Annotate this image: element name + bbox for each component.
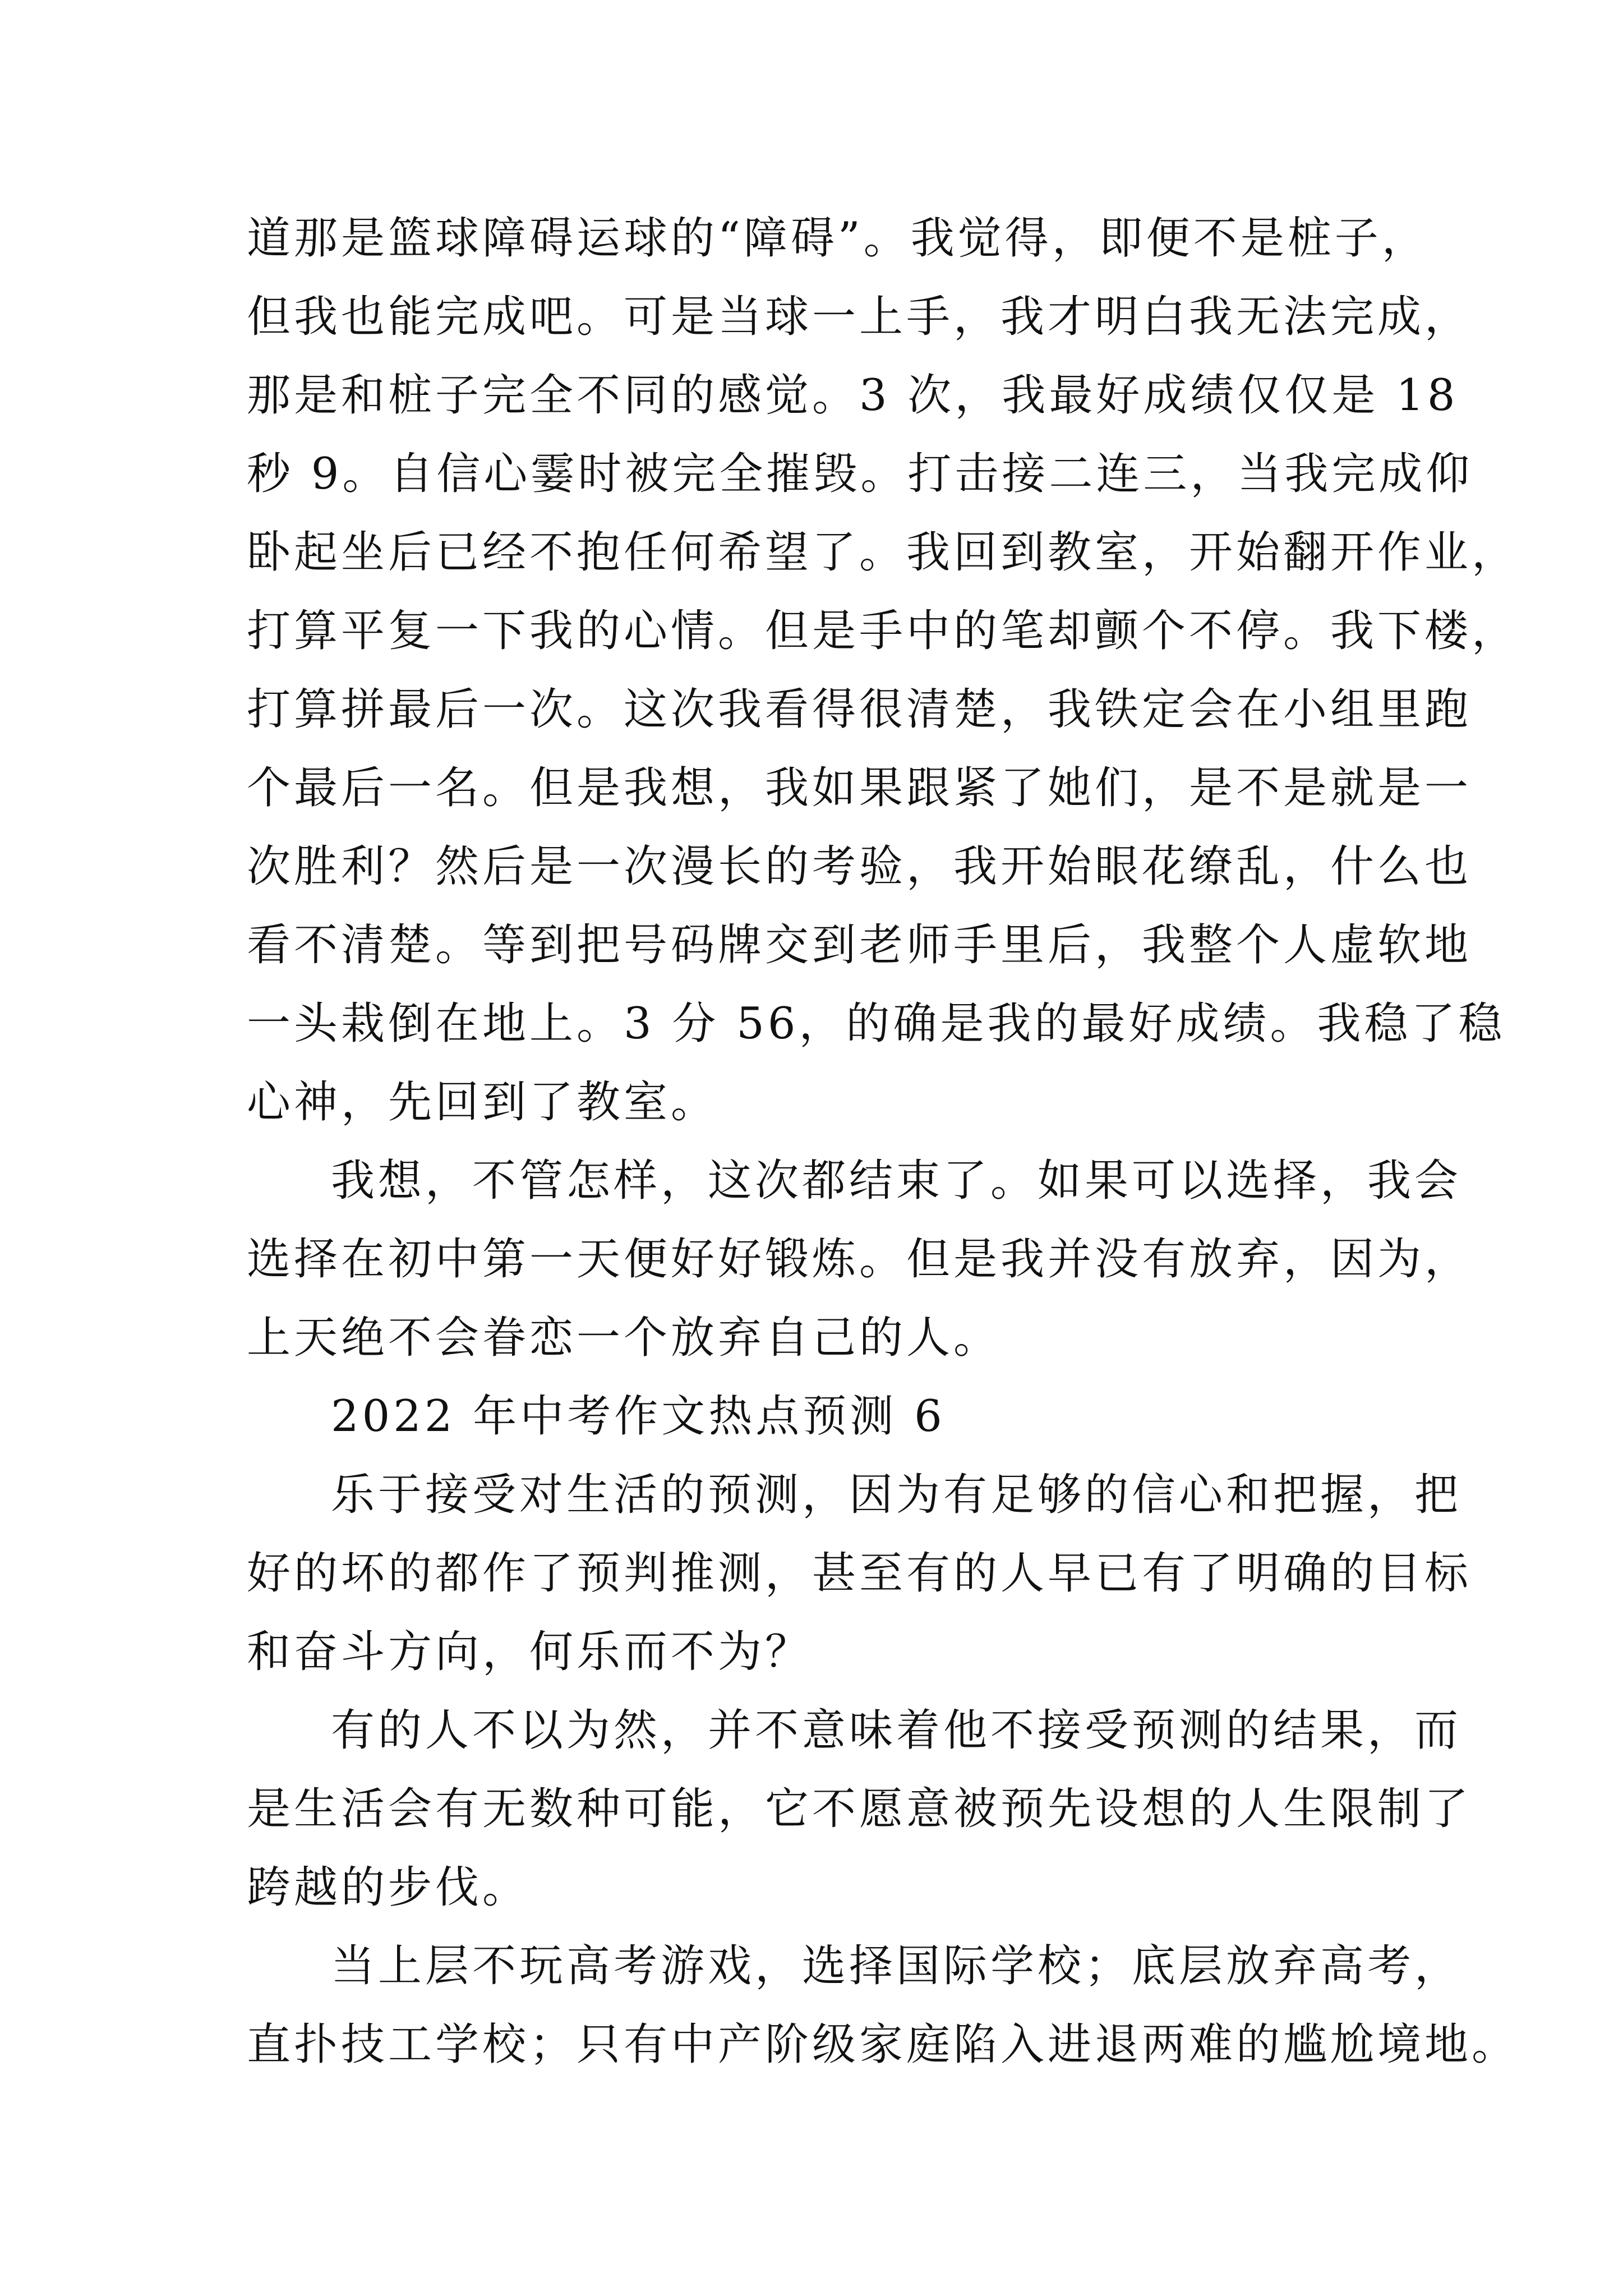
text-line: 打算拼最后一次。这次我看得很清楚，我铁定会在小组里跑 [247, 684, 1472, 735]
text-line: 和奋斗方向，何乐而不为？ [247, 1627, 813, 1677]
text-line: 打算平复一下我的心情。但是手中的笔却颤个不停。我下楼， [247, 606, 1519, 656]
text-line: 但我也能完成吧。可是当球一上手，我才明白我无法完成， [247, 292, 1472, 342]
text-line: 是生活会有无数种可能，它不愿意被预先设想的人生限制了 [247, 1784, 1472, 1834]
paragraph-first-line: 我想，不管怎样，这次都结束了。如果可以选择，我会 [331, 1156, 1462, 1206]
text-line: 好的坏的都作了预判推测，甚至有的人早已有了明确的目标 [247, 1548, 1472, 1599]
text-line: 道那是篮球障碍运球的“障碍”。我觉得，即便不是桩子， [247, 213, 1429, 264]
text-line: 个最后一名。但是我想，我如果跟紧了她们，是不是就是一 [247, 763, 1472, 813]
text-line: 卧起坐后已经不抱任何希望了。我回到教室，开始翻开作业， [247, 527, 1519, 578]
text-line: 一头栽倒在地上。3 分 56，的确是我的最好成绩。我稳了稳 [247, 999, 1506, 1049]
paragraph-first-line: 乐于接受对生活的预测，因为有足够的信心和把握，把 [331, 1470, 1462, 1520]
paragraph-first-line: 当上层不玩高考游戏，选择国际学校；底层放弃高考， [331, 1941, 1462, 1991]
text-line: 上天绝不会眷恋一个放弃自己的人。 [247, 1313, 1001, 1363]
section-heading: 2022 年中考作文热点预测 6 [331, 1391, 946, 1442]
text-line: 跨越的步伐。 [247, 1862, 530, 1913]
text-line: 次胜利？然后是一次漫长的考验，我开始眼花缭乱，什么也 [247, 841, 1472, 892]
text-line: 选择在初中第一天便好好锻炼。但是我并没有放弃，因为， [247, 1234, 1472, 1285]
text-line: 心神，先回到了教室。 [247, 1077, 718, 1128]
text-line: 秒 9。自信心霎时被完全摧毁。打击接二连三，当我完成仰 [247, 449, 1473, 499]
text-line: 看不清楚。等到把号码牌交到老师手里后，我整个人虚软地 [247, 920, 1472, 970]
paragraph-first-line: 有的人不以为然，并不意味着他不接受预测的结果，而 [331, 1705, 1462, 1756]
text-line: 那是和桩子完全不同的感觉。3 次，我最好成绩仅仅是 18 [247, 370, 1459, 421]
text-line: 直扑技工学校；只有中产阶级家庭陷入进退两难的尴尬境地。 [247, 2019, 1519, 2070]
